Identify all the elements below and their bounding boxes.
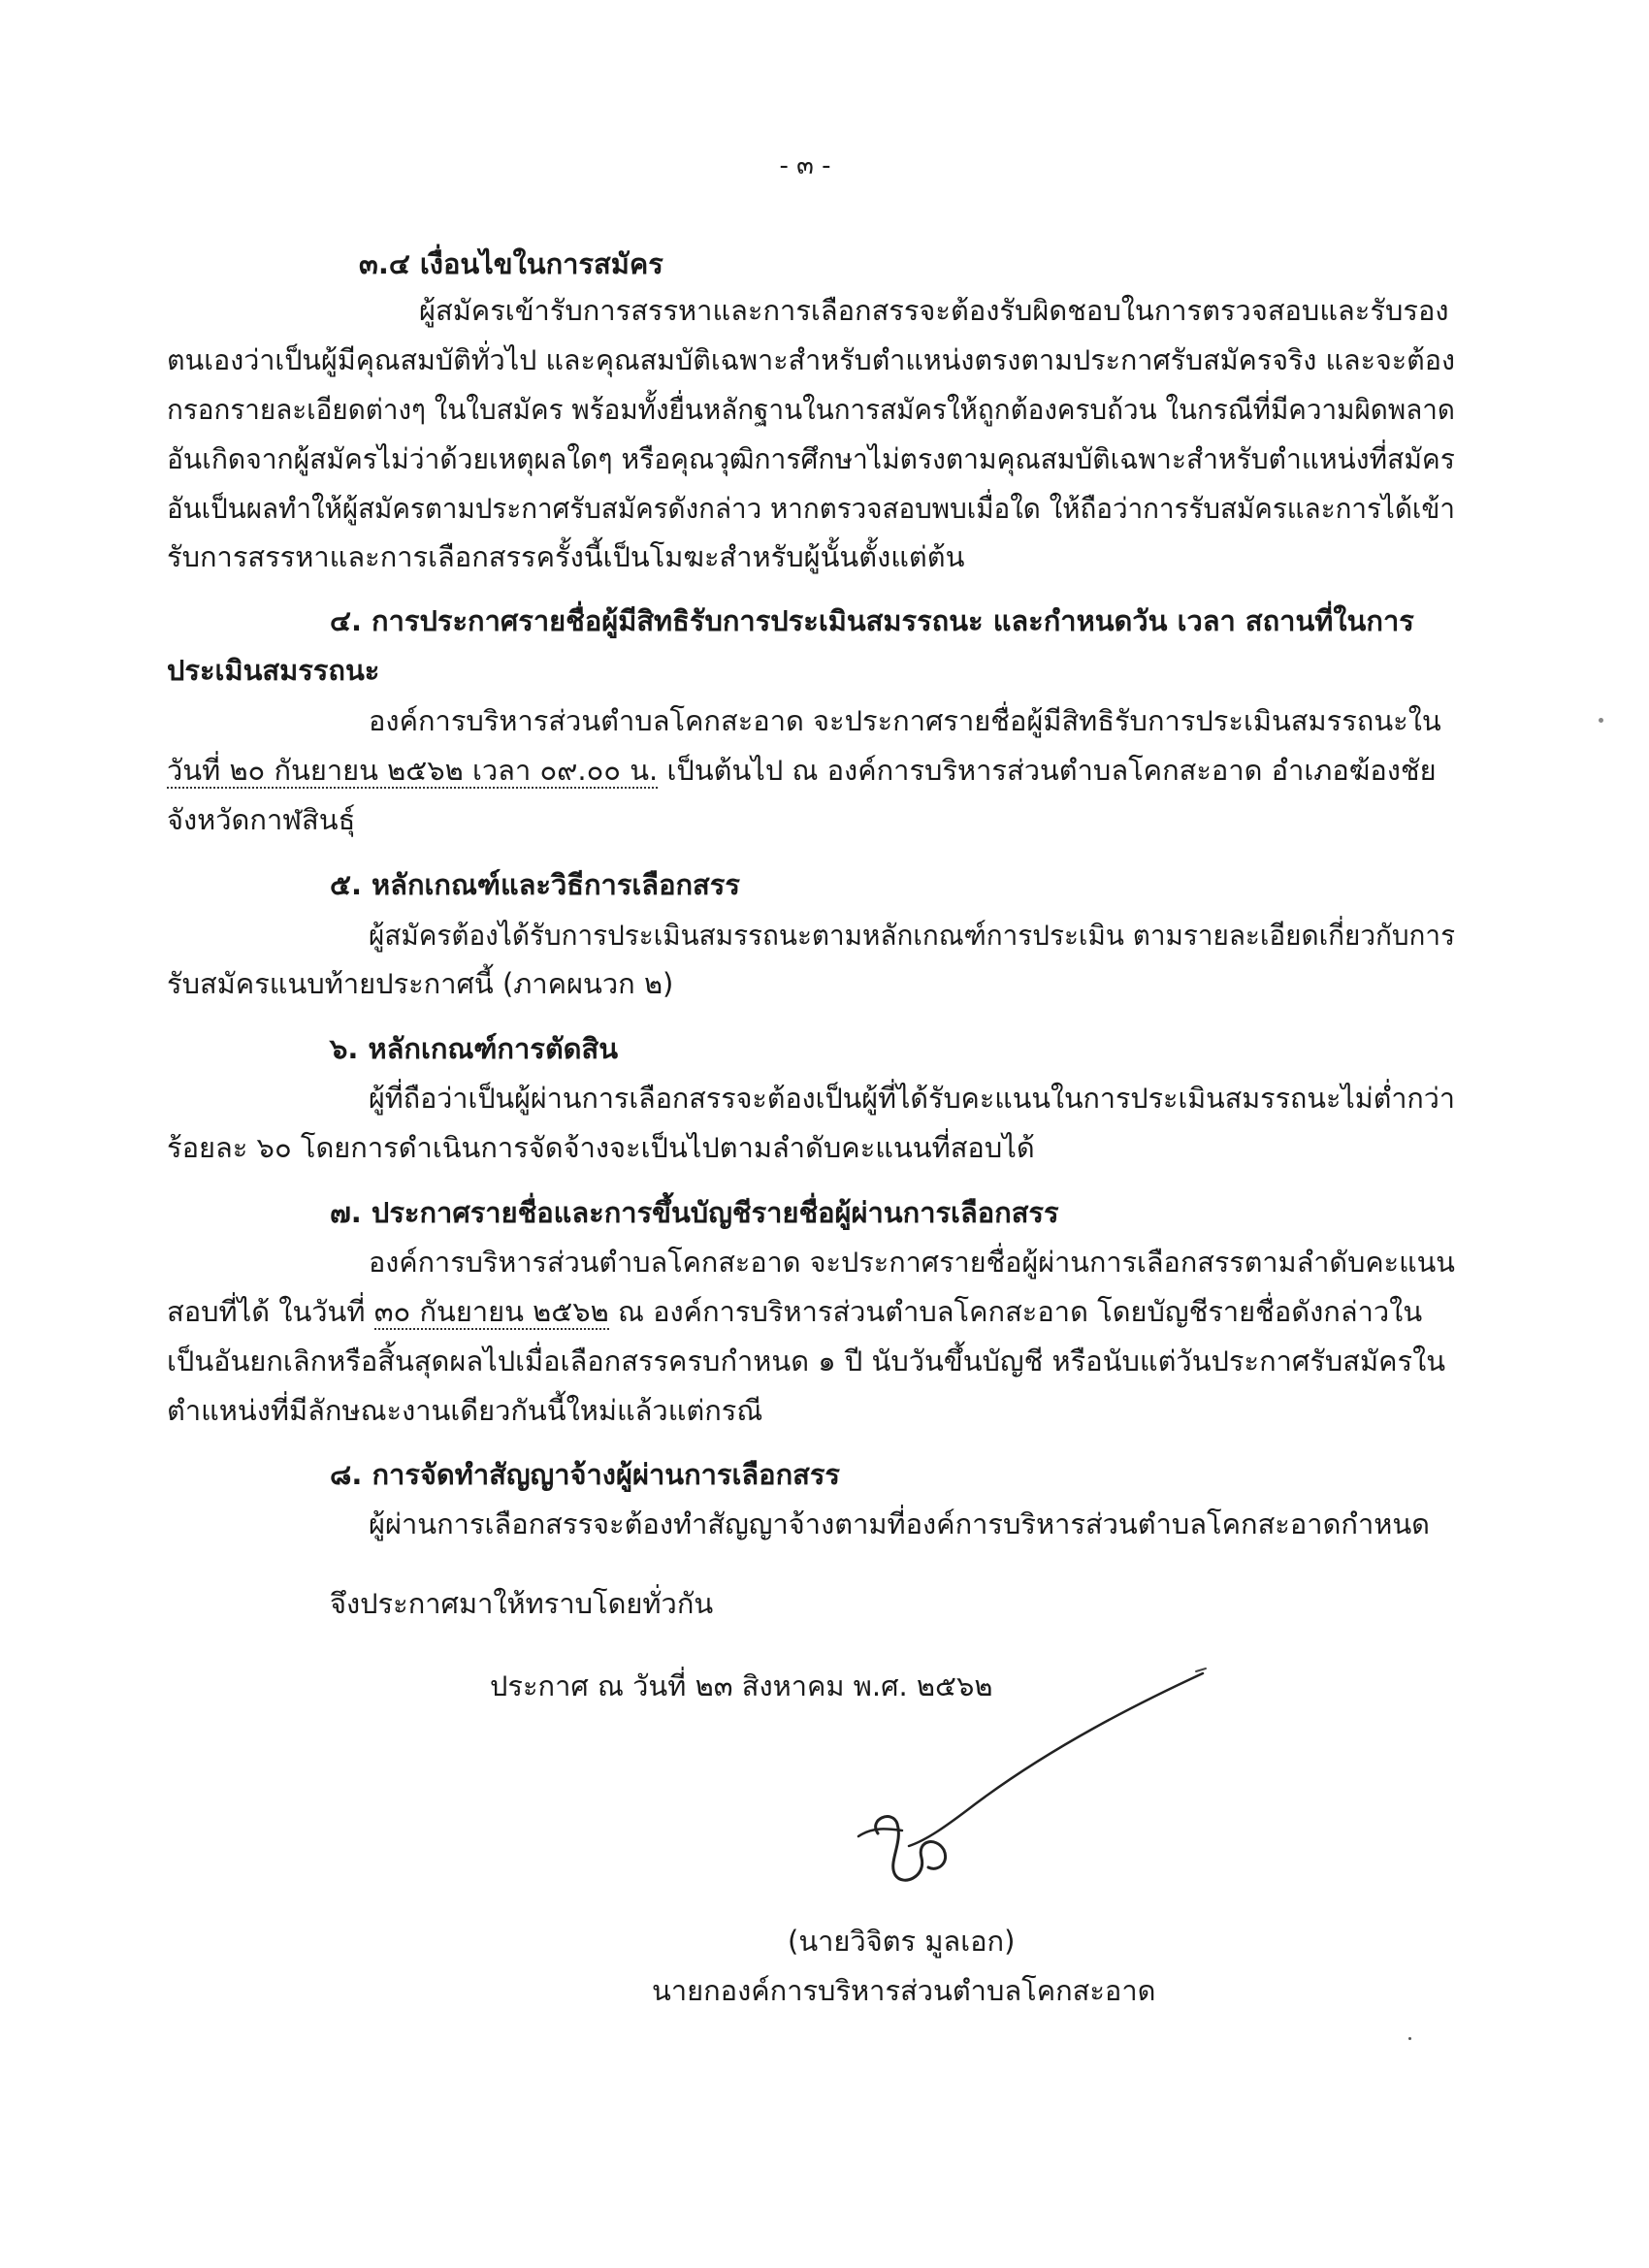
section-4-heading: ๔. การประกาศรายชื่อผู้มีสิทธิรับการประเมินสมรรถนะ และกำหนดวัน เวลา สถานที่ในการ xyxy=(330,604,1414,637)
section-6-line-1: ผู้ที่ถือว่าเป็นผู้ผ่านการเลือกสรรจะต้องเป็นผู้ที่ได้รับคะแนนในการประเมินสมรรถนะไม่ต่ำกว่า xyxy=(369,1082,1456,1115)
section-5-line-1: ผู้สมัครต้องได้รับการประเมินสมรรถนะตามหลักเกณฑ์การประเมิน ตามรายละเอียดเกี่ยวกับการ xyxy=(369,919,1456,952)
section-7-line-2 xyxy=(167,1286,1422,1337)
section-3-4-heading: ๓.๔ เงื่อนไขในการสมัคร xyxy=(359,247,663,280)
signer-name: (นายวิจิตร มูลเอก) xyxy=(788,1925,1016,1958)
section-3-4-line-3: กรอกรายละเอียดต่างๆ ในใบสมัคร พร้อมทั้งยื่นหลักฐานในการสมัครให้ถูกต้องครบถ้วน ในกรณีที่มีความผิดพลาด xyxy=(167,393,1455,426)
section-4-line-2 xyxy=(167,745,1437,795)
section-3-4-line-4: อันเกิดจากผู้สมัครไม่ว่าด้วยเหตุผลใดๆ หรือคุณวุฒิการศึกษาไม่ตรงตามคุณสมบัติเฉพาะสำหรับตำแหน่งที่สมัคร xyxy=(167,442,1455,475)
section-5-heading: ๕. หลักเกณฑ์และวิธีการเลือกสรร xyxy=(330,868,740,901)
signer-title: นายกองค์การบริหารส่วนตำบลโคกสะอาด xyxy=(652,1974,1156,2007)
section-7-line-2-post: ณ องค์การบริหารส่วนตำบลโคกสะอาด โดยบัญชีรายชื่อดังกล่าวใน xyxy=(608,1295,1423,1328)
section-5-line-2: รับสมัครแนบท้ายประกาศนี้ (ภาคผนวก ๒) xyxy=(167,967,674,1000)
assessment-date: วันที่ ๒๐ กันยายน ๒๕๖๒ เวลา ๐๙.๐๐ น. xyxy=(167,754,659,787)
section-8-heading: ๘. การจัดทำสัญญาจ้างผู้ผ่านการเลือกสรร xyxy=(330,1458,840,1491)
section-3-4-line-6: รับการสรรหาและการเลือกสรรครั้งนี้เป็นโมฆะสำหรับผู้นั้นตั้งแต่ต้น xyxy=(167,540,965,573)
scan-speck xyxy=(1599,718,1603,723)
section-4-line-2-rest: เป็นต้นไป ณ องค์การบริหารส่วนตำบลโคกสะอาด อำเภอฆ้องชัย xyxy=(658,754,1437,787)
section-7-heading: ๗. ประกาศรายชื่อและการขึ้นบัญชีรายชื่อผู้ผ่านการเลือกสรร xyxy=(330,1196,1059,1229)
section-6-line-2: ร้อยละ ๖๐ โดยการดำเนินการจัดจ้างจะเป็นไปตามลำดับคะแนนที่สอบได้ xyxy=(167,1131,1035,1164)
section-8-line-1: ผู้ผ่านการเลือกสรรจะต้องทำสัญญาจ้างตามที่องค์การบริหารส่วนตำบลโคกสะอาดกำหนด xyxy=(369,1507,1431,1540)
section-7-line-4: ตำแหน่งที่มีลักษณะงานเดียวกันนี้ใหม่แล้วแต่กรณี xyxy=(167,1394,763,1427)
section-7-line-1: องค์การบริหารส่วนตำบลโคกสะอาด จะประกาศรายชื่อผู้ผ่านการเลือกสรรตามลำดับคะแนน xyxy=(369,1246,1455,1279)
section-7-line-2-pre: สอบที่ได้ ในวันที่ xyxy=(167,1295,374,1328)
section-6-heading: ๖. หลักเกณฑ์การตัดสิน xyxy=(330,1032,619,1065)
page-number: - ๓ - xyxy=(779,151,831,180)
section-3-4-line-2: ตนเองว่าเป็นผู้มีคุณสมบัติทั่วไป และคุณสมบัติเฉพาะสำหรับตำแหน่งตรงตามประกาศรับสมัครจริง และจะต้อง xyxy=(167,343,1456,376)
scan-speck xyxy=(1408,2037,1411,2040)
announcement-date: ประกาศ ณ วันที่ ๒๓ สิงหาคม พ.ศ. ๒๕๖๒ xyxy=(490,1669,993,1702)
section-4-heading-cont: ประเมินสมรรถนะ xyxy=(167,654,380,687)
section-3-4-line-5: อันเป็นผลทำให้ผู้สมัครตามประกาศรับสมัครดังกล่าว หากตรวจสอบพบเมื่อใด ให้ถือว่าการรับสมัครและการได้เข้า xyxy=(167,492,1456,525)
results-date: ๓๐ กันยายน ๒๕๖๒ xyxy=(373,1295,609,1328)
section-7-line-3: เป็นอันยกเลิกหรือสิ้นสุดผลไปเมื่อเลือกสรรครบกำหนด ๑ ปี นับวันขึ้นบัญชี หรือนับแต่วันประกาศรับสมัครใน xyxy=(167,1345,1446,1377)
section-4-line-1: องค์การบริหารส่วนตำบลโคกสะอาด จะประกาศรายชื่อผู้มีสิทธิรับการประเมินสมรรถนะใน xyxy=(369,704,1441,737)
section-3-4-line-1: ผู้สมัครเข้ารับการสรรหาและการเลือกสรรจะต้องรับผิดชอบในการตรวจสอบและรับรอง xyxy=(419,294,1449,327)
section-4-line-3: จังหวัดกาฬสินธุ์ xyxy=(167,803,356,836)
closing-statement: จึงประกาศมาให้ทราบโดยทั่วกัน xyxy=(330,1587,714,1620)
signature-image xyxy=(820,1664,1227,1887)
